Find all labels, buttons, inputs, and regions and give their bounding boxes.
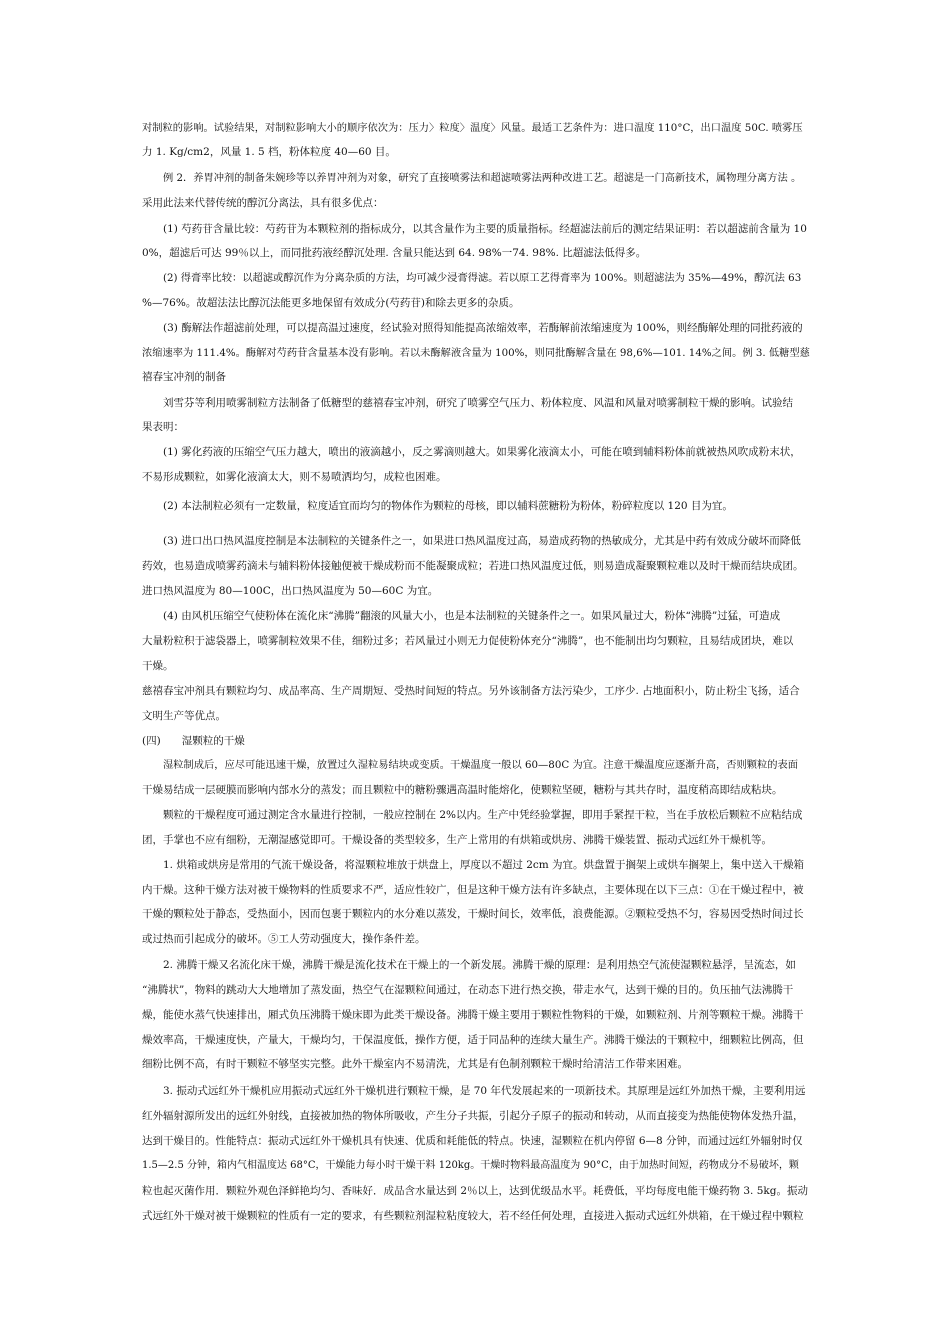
text-line: 药效，也易造成喷雾药滴未与辅料粉体接触便被干燥成粉而不能凝聚成粒；若进口热风温度过低，则易造成凝聚颗粒难以及时干燥而结块成团。 — [142, 560, 804, 572]
text-line: 细粉比例不高，有时干颗粒不够坚实完整。此外干燥室内不易清洗，尤其是有色制剂颗粒干燥时给清洁工作带来困难。 — [142, 1058, 688, 1070]
text-line: 0%，超滤后可达 99％以上，而同批药液经醇沉处理. 含量只能达到 64. 98%一74. 98%. 比超滤法低得多。 — [142, 247, 647, 259]
text-line: 采用此法来代替传统的醇沉分离法，具有很多优点： — [142, 197, 384, 209]
text-line: (4) 由风机压缩空气使粉体在流化床“沸腾”翻滚的风量大小，也是本法制粒的关键条件之一。如果风量过大，粉体“沸腾”过猛，可造成 — [163, 610, 781, 622]
text-line: 力 1. Kg/cm2，风量 1. 5 档，粉体粒度 40—60 目。 — [142, 146, 396, 158]
text-line: %—76%。故超法法比醇沉法能更多地保留有效成分(芍药苷)和除去更多的杂质。 — [142, 297, 520, 309]
text-line: 慈禧春宝冲剂具有颗粒均匀、成品率高、生产周期短、受热时间短的特点。另外该制备方法污染少，工序少. 占地面积小，防止粉尘飞扬，适合 — [142, 685, 800, 697]
text-line: (1) 雾化药液的压缩空气压力越大，喷出的液滴越小，反之雾滴则越大。如果雾化液滴太小，可能在喷到辅料粉体前就被热风吹成粉末状， — [163, 446, 801, 458]
text-line: 刘雪芬等利用喷雾制粒方法制备了低糖型的慈禧春宝冲剂，研究了喷雾空气压力、粉体粒度、风温和风量对喷雾制粒干燥的影响。试验结 — [163, 397, 793, 409]
text-line: 1.5—2.5 分钟，箱内气相温度达 68°C，干燥能力每小时干燥干料 120kg。干燥时物料最高温度为 90°C，由于加热时间短，药物成分不易破坏，颗 — [142, 1160, 799, 1171]
text-line: 团，手掌也不应有细粉，无潮湿感觉即可。干燥设备的类型较多，生产上常用的有烘箱或烘房、沸腾干燥装置、振动式远红外干燥机等。 — [142, 834, 772, 846]
text-line: (2) 得膏率比较：以超滤或醇沉作为分离杂质的方法，均可减少浸膏得滤。若以原工艺得膏率为 100%。则超滤法为 35%—49%，醇沉法 63 — [163, 272, 802, 284]
text-line: 1. 烘箱或烘房是常用的气流干燥设备，将湿颗粒堆放于烘盘上，厚度以不超过 2cm 为宜。烘盘置于搁架上或烘车搁架上，集中送入干燥箱 — [163, 859, 805, 871]
text-line: 干燥的颗粒处于静态，受热面小，因而包裹于颗粒内的水分难以蒸发，干燥时间长，效率低，浪费能源。②颗粒受热不匀，容易因受热时间过长 — [142, 908, 804, 920]
text-line: 3. 振动式远红外干燥机应用振动式远红外干燥机进行颗粒干燥，是 70 年代发展起来的一项新技术。其原理是远红外加热干燥，主要利用远 — [163, 1085, 806, 1097]
text-line: 达到干燥目的。性能特点：振动式远红外干燥机具有快速、优质和耗能低的特点。快速，湿颗粒在机内停留 6—8 分钟，而通过远红外辐射时仅 — [142, 1135, 803, 1147]
section-heading: (四) 湿颗粒的干燥 — [142, 735, 245, 747]
text-line: (1) 芍药苷含量比较：芍药苷为本颗粒剂的指标成分，以其含量作为主要的质量指标。经超滤法前后的测定结果证明：若以超滤前含量为 10 — [163, 223, 807, 235]
text-line: 果表明： — [142, 421, 184, 433]
text-line: 干燥。 — [142, 660, 174, 672]
text-line: 红外辐射源所发出的远红外射线，直接被加热的物体所吸收，产生分子共振，引起分子原子的振动和转动，从而直接变为热能使物体发热升温， — [142, 1110, 804, 1122]
text-line: 2. 沸腾干燥又名流化床干燥，沸腾干燥是流化技术在干燥上的一个新发展。沸腾干燥的原理：是利用热空气流使湿颗粒悬浮，呈流态，如 — [163, 959, 796, 971]
text-line: 燥效率高，干燥速度快，产量大，干燥均匀，干保温度低，操作方便，适于同品种的连续大量生产。沸腾干燥法的干颗粒中，细颗粒比例高，但 — [142, 1034, 804, 1046]
text-line: 燥，能使水蒸气快速排出，厢式负压沸腾干燥床即为此类干燥设备。沸腾干燥主要用于颗粒性物料的干燥，如颗粒剂、片剂等颗粒干燥。沸腾干 — [142, 1009, 804, 1021]
text-line: 进口热风温度为 80—100C，出口热风温度为 50—60C 为宜。 — [142, 585, 439, 597]
text-line: 式远红外干燥对被干燥颗粒的性质有一定的要求，有些颗粒剂湿粒粘度较大，若不经任何处理，直接进入振动式远红外烘箱，在干燥过程中颗粒 — [142, 1210, 804, 1222]
text-line: 粒也起灭菌作用．颗粒外观色泽鲜艳均匀、香味好．成品含水量达到 2％以上，达到优级品水平。耗费低，平均每度电能干燥药物 3. 5kg。振动 — [142, 1185, 808, 1197]
text-line: 文明生产等优点。 — [142, 710, 226, 722]
text-line: 大量粉粒积于滤袋器上，喷雾制粒效果不佳，细粉过多；若风量过小则无力促使粉体充分“沸腾”，也不能制出均匀颗粒，且易结成团块，难以 — [142, 635, 794, 647]
text-line: (3) 酶解法作超滤前处理，可以提高温过速度，经试验对照得知能提高浓缩效率，若酶解前浓缩速度为 100%，则经酶解处理的同批药液的 — [163, 322, 803, 334]
text-line: 例 2．养胃冲剂的制备朱婉珍等以养胃冲剂为对象，研究了直接喷雾法和超滤喷雾法两种改进工艺。超滤是一门高新技术，属物理分离方法 。 — [163, 172, 802, 184]
text-line: 干燥易结成一层硬膜而影响内部水分的蒸发；而且颗粒中的糖粉骤遇高温时能熔化，使颗粒坚硬，糖粉与其共存时，温度稍高即结成粘块。 — [142, 784, 783, 796]
text-line: “沸腾状”，物料的跳动大大地增加了蒸发面，热空气在湿颗粒间通过，在动态下进行热交换，带走水气，达到干燥的目的。负压抽气法沸腾干 — [142, 984, 794, 996]
text-line: 内干燥。这种干燥方法对被干燥物料的性质要求不严，适应性较广，但是这种干燥方法有许多缺点，主要体现在以下三点：①在干燥过程中，被 — [142, 884, 804, 896]
text-line: (3) 进口出口热风温度控制是本法制粒的关键条件之一，如果进口热风温度过高，易造成药物的热敏成分，尤其是中药有效成分破坏而降低 — [163, 535, 801, 547]
text-line: 湿粒制成后，应尽可能迅速干燥，放置过久湿粒易结块或变质。干燥温度一般以 60—80C 为宜。注意干燥温度应逐渐升高，否则颗粒的表面 — [163, 759, 798, 771]
text-line: 颗粒的干燥程度可通过测定含水量进行控制，一般应控制在 2%以内。生产中凭经验掌握，即用手紧捏干粒，当在手放松后颗粒不应粘结成 — [163, 809, 803, 821]
text-line: 浓缩速率为 111.4%。酶解对芍药苷含量基本没有影响。若以未酶解液含量为 100%，则同批酶解含量在 98,6%—101. 14%之间。例 3. 低糖型慈 — [142, 347, 810, 359]
text-line: (2) 本法制粒必须有一定数量，粒度适宜而均匀的物体作为颗粒的母核，即以辅料蔗糖粉为粉体，粉碎粒度以 120 目为宜。 — [163, 500, 733, 512]
text-line: 禧春宝冲剂的制备 — [142, 371, 226, 383]
text-line: 或过热而引起成分的破坏。⑤工人劳动强度大，操作条件差。 — [142, 933, 426, 945]
text-line: 不易形成颗粒，如雾化液滴太大，则不易喷洒均匀，成粒也困难。 — [142, 471, 447, 483]
text-line: 对制粒的影响。试验结果，对制粒影响大小的顺序依次为：压力〉粒度〉温度〉风量。最适工艺条件为：进口温度 110°C，出口温度 50C. 喷雾压 — [142, 122, 803, 134]
